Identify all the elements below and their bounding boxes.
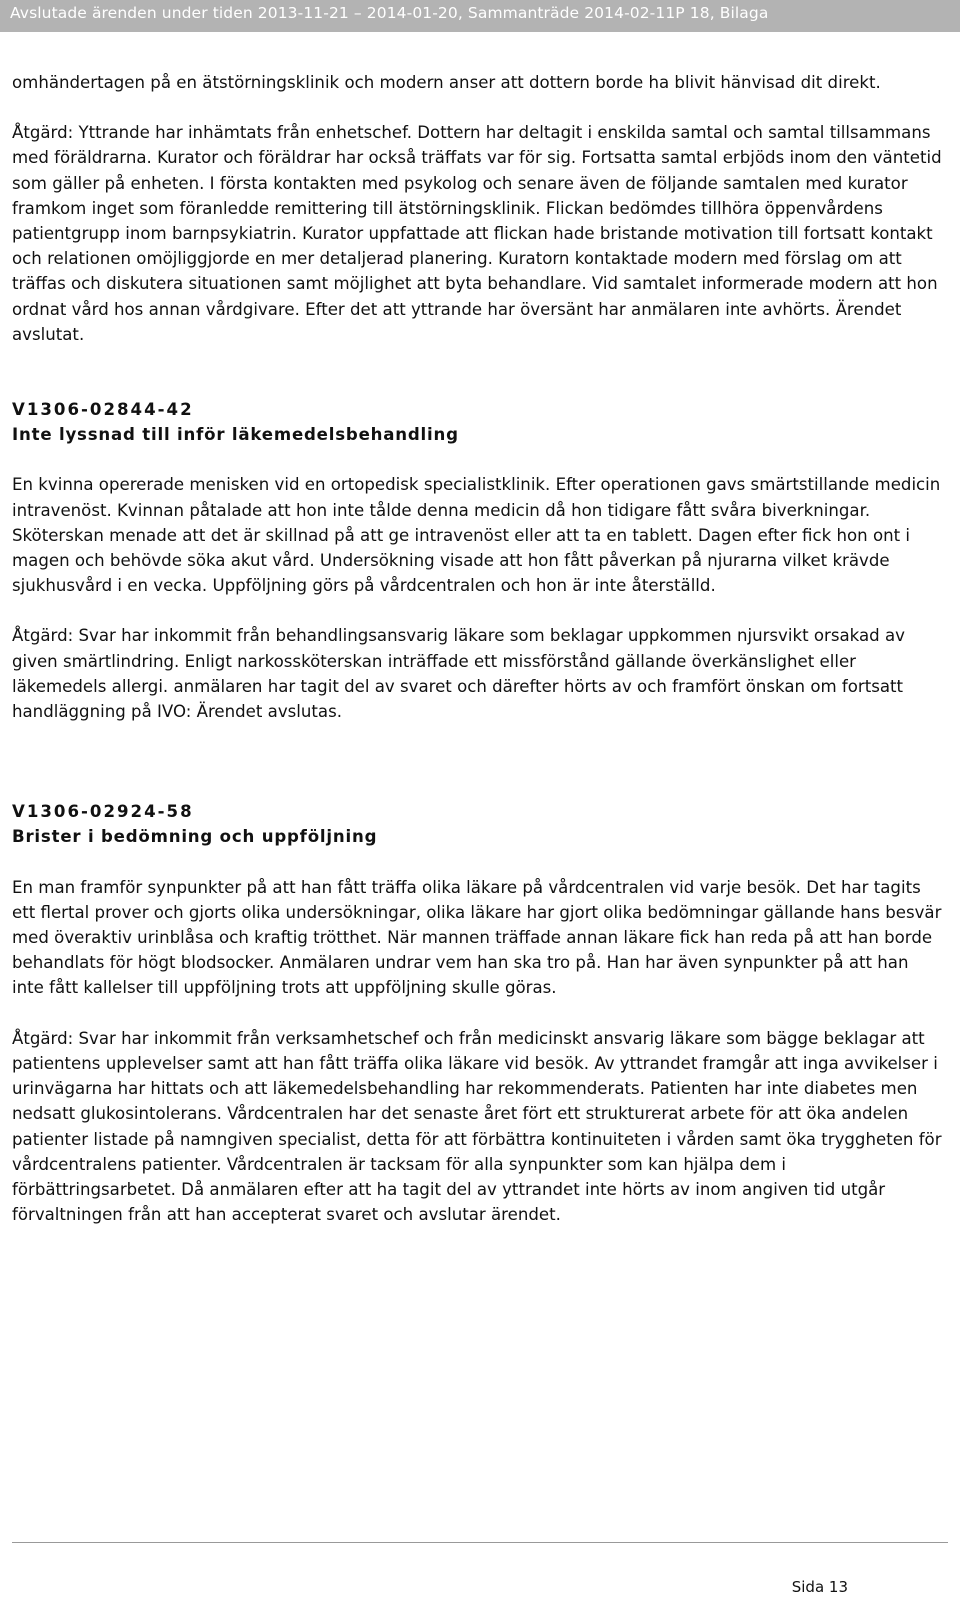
page-number: Sida 13 [791,1578,848,1596]
case-action: Åtgärd: Svar har inkommit från verksamhetschef och från medicinskt ansvarig läkare som bägge beklagar att patientens upplevelser samt att han fått träffa olika läkare vid besök. Av yttrandet framgår att inga avvikelser i urinvägarna har hittats och att läkemedelsbehandling har rekommenderats. Patienten har inte diabetes men nedsatt glukosintolerans. Vårdcentralen har det senaste året fört ett strukturerat arbete för att öka andelen patienter listade på namngiven specialist, detta för att förbättra kontinuiteten i vården samt öka tryggheten för vårdcentralens patienter. Vårdcentralen är tacksam för alla synpunkter som kan hjälpa dem i förbättringsarbetet. Då anmälaren efter att ha tagit del av yttrandet inte hörts av inom angiven tid utgår förvaltningen från att han accepterat svaret och avslutar ärendet. [12,1028,942,1225]
document-body [12,70,942,1227]
footer-divider [12,1542,948,1543]
case-section [12,799,942,1227]
page-header-title: Avslutade ärenden under tiden 2013-11-21 – 2014-01-20, Sammanträde 2014-02-11P 18, Bilaga [10,4,769,22]
case-title: Brister i bedömning och uppföljning [12,827,378,847]
case-section [12,397,942,724]
case-action: Åtgärd: Svar har inkommit från behandlingsansvarig läkare som beklagar uppkommen njursvikt orsakad av given smärtlindring. Enligt narkossköterskan inträffade ett missförstånd gällande överkänslighet eller läkemedels allergi. anmälaren har tagit del av svaret och därefter hörts av och framfört önskan om fortsatt handläggning på IVO: Ärendet avslutas. [12,626,905,722]
case-id: V1306-02924-58 [12,802,194,822]
case-title: Inte lyssnad till inför läkemedelsbehandling [12,425,459,445]
case-description: En man framför synpunkter på att han fått träffa olika läkare på vårdcentralen vid varje besök. Det har tagits ett flertal prover och gjorts olika undersökningar, olika läkare har gjort olika bedömningar gällande hans besvär med överaktiv urinblåsa och kraftig trötthet. När mannen träffade annan läkare fick han reda på att han borde behandlats för högt blodsocker. Anmälaren undrar vem han ska tro på. Han har även synpunkter på att han inte fått kallelser till uppföljning trots att uppföljning skulle göras. [12,877,942,998]
intro-action-paragraph: Åtgärd: Yttrande har inhämtats från enhetschef. Dottern har deltagit i enskilda samtal och samtal tillsammans med föräldrarna. Kurator och föräldrar har också träffats var för sig. Fortsatta samtal erbjöds inom den väntetid som gäller på enheten. I första kontakten med psykolog och senare även de följande samtalen med kurator framkom inget som föranledde remittering till ätstörningsklinik. Flickan bedömdes tillhöra öppenvårdens patientgrupp inom barnpsykiatrin. Kurator uppfattade att flickan hade bristande motivation till fortsatt kontakt och relationen omöjliggjorde en mer detaljerad planering. Kuratorn kontaktade modern med förslag om att träffas och diskutera situationen samt möjlighet att byta behandlare. Vid samtalet informerade modern att hon ordnat vård hos annan vårdgivare. Efter det att yttrande har översänt har anmälaren inte avhörts. Ärendet avslutat. [12,123,942,344]
intro-paragraph: omhändertagen på en ätstörningsklinik och modern anser att dottern borde ha blivit hänvisad dit direkt. [12,73,881,92]
case-id: V1306-02844-42 [12,400,194,420]
page-header-bar [0,0,960,32]
case-description: En kvinna opererade menisken vid en ortopedisk specialistklinik. Efter operationen gavs smärtstillande medicin intravenöst. Kvinnan påtalade att hon inte tålde denna medicin då hon tidigare fått svåra biverkningar. Sköterskan menade att det är skillnad på att ge intravenöst eller att ta en tablett. Dagen efter fick hon ont i magen och behövde söka akut vård. Undersökning visade att hon fått påverkan på njurarna vilket krävde sjukhusvård i en vecka. Uppföljning görs på vårdcentralen och hon är inte återställd. [12,475,941,596]
